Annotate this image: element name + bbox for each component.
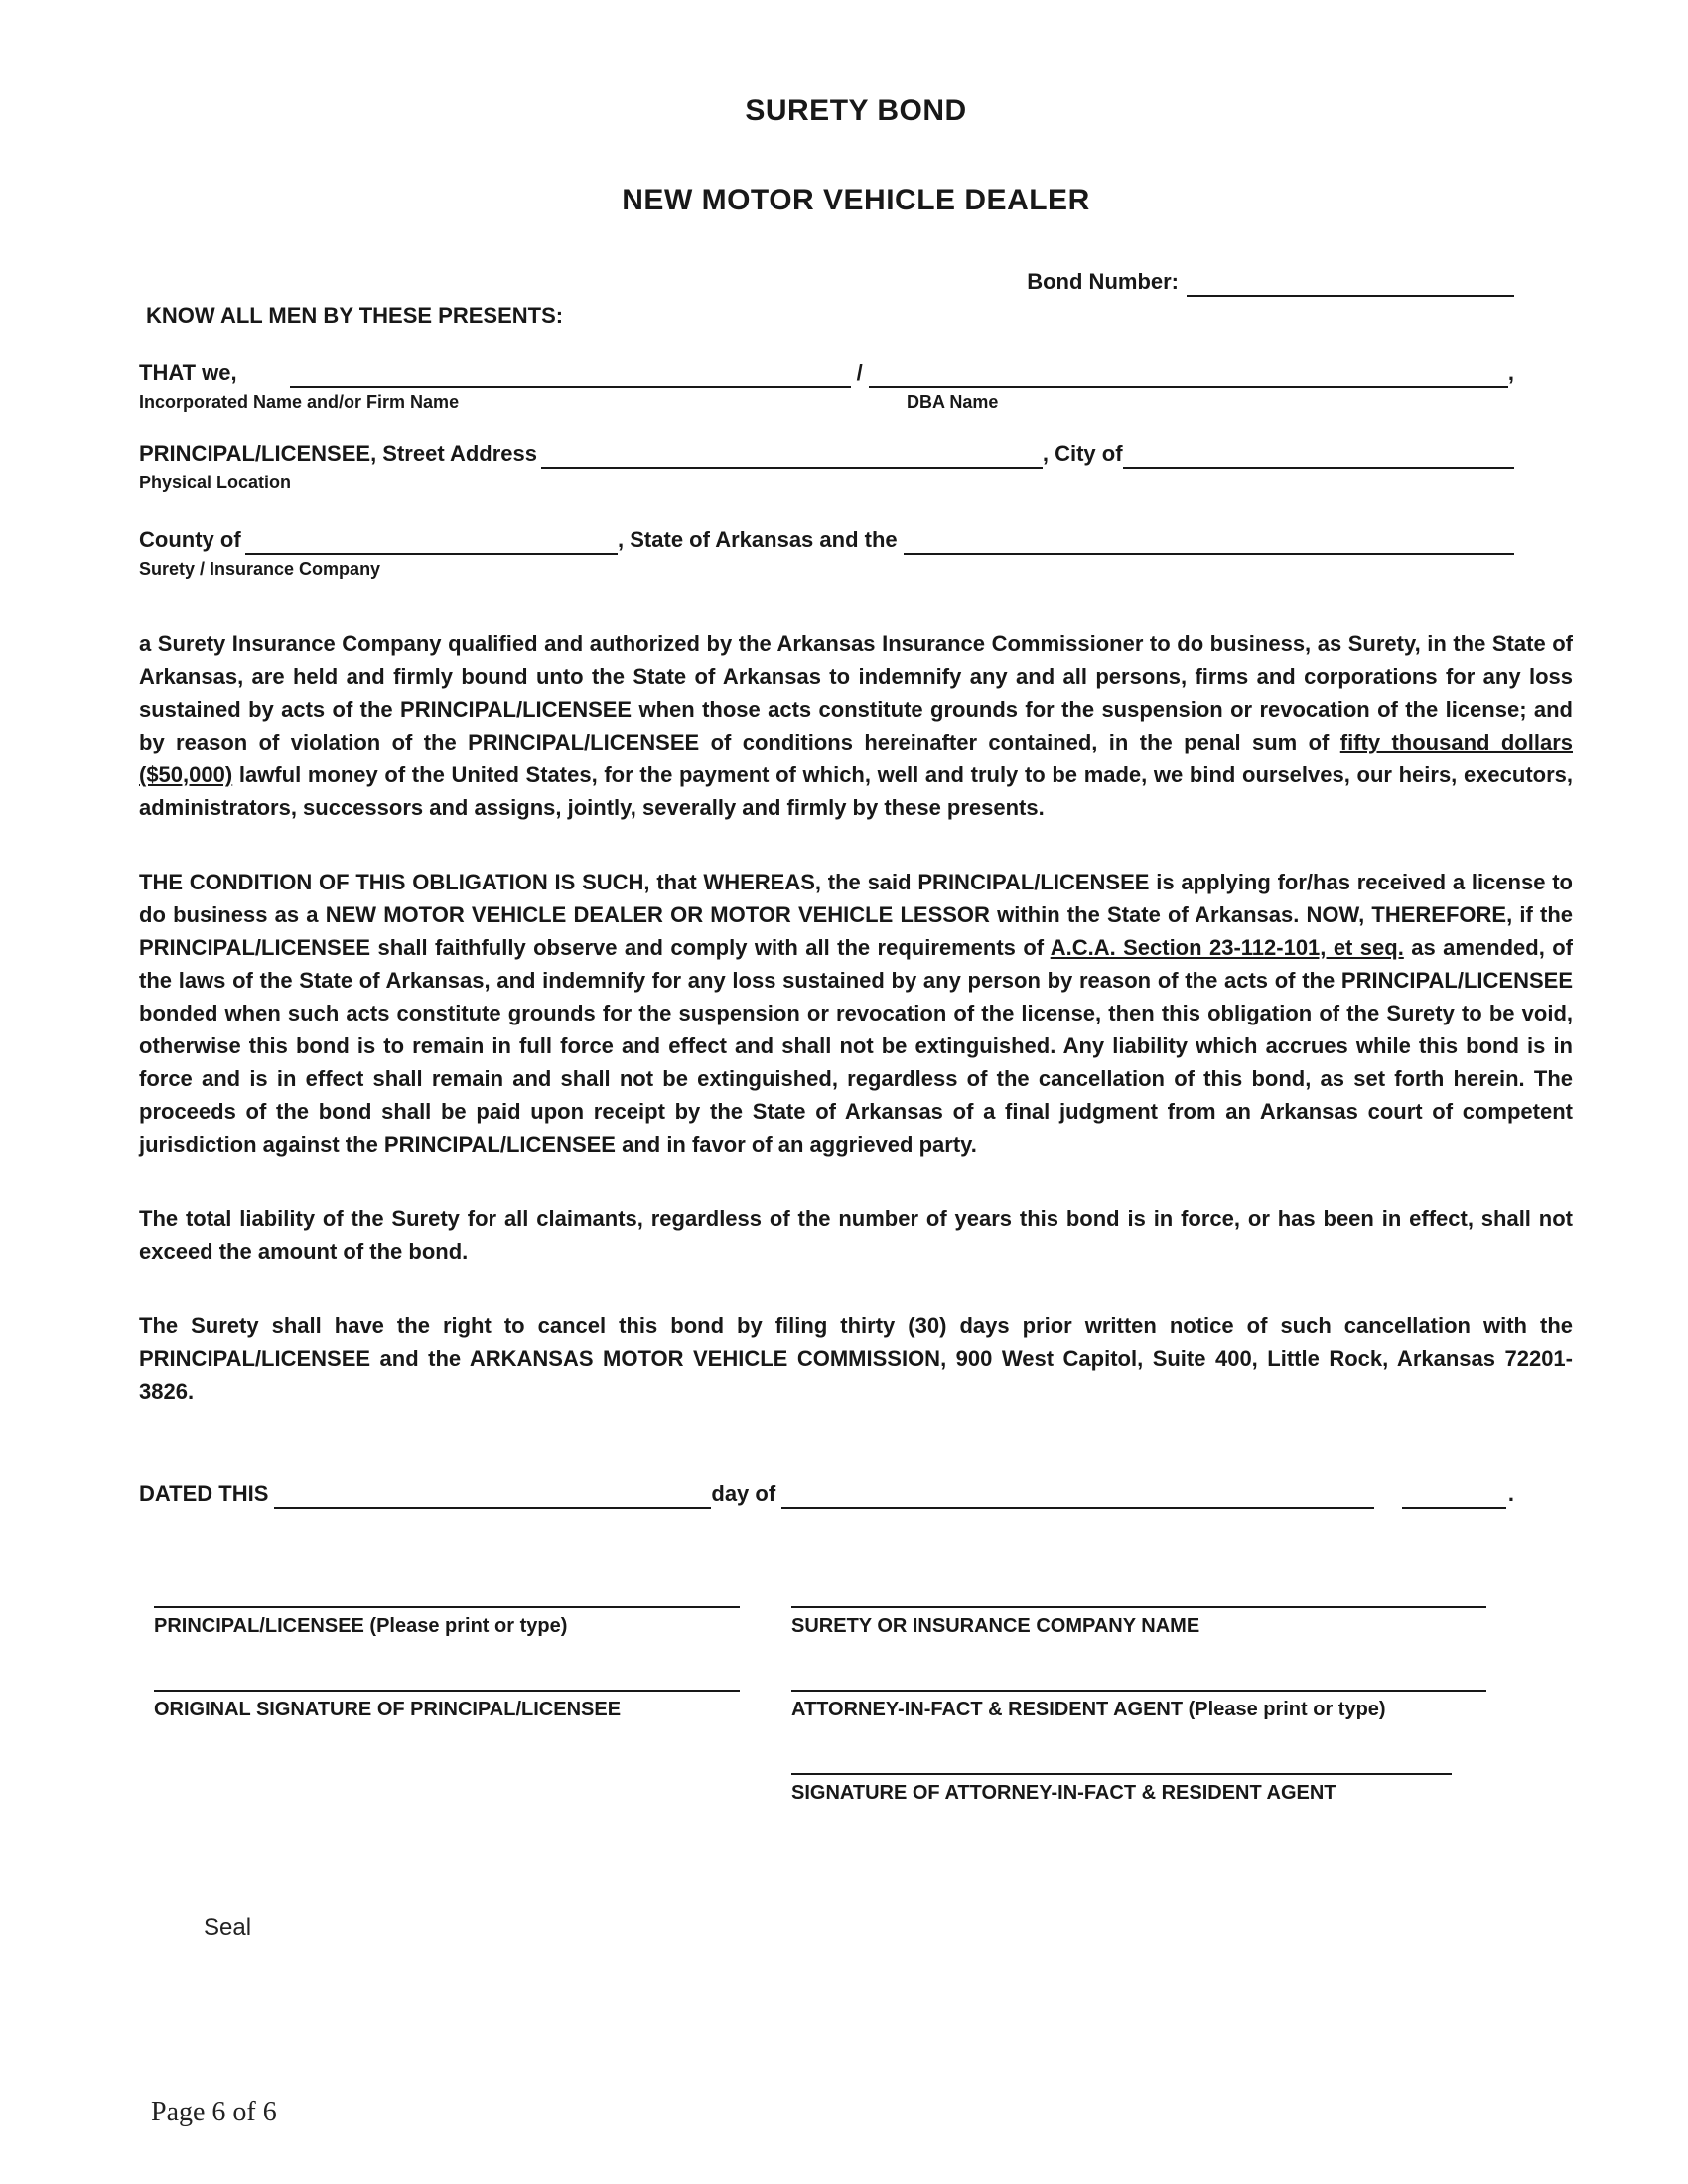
paragraph-condition-text-1: THE CONDITION OF THIS OBLIGATION IS SUCH, that WHEREAS, the said PRINCIPAL/LICENSEE is applying for/has received a license to do business as a NEW MOTOR VEHICLE DEALER OR MOTOR VEHICLE LESSOR within the State of Arkansas. NOW, THEREFORE, if the PRINCIPAL/LICENSEE shall faithfully observe and comply with all the requirements of: [139, 870, 1573, 960]
surety-caption-row: [139, 558, 1573, 580]
attorney-signature-block: [791, 1741, 1486, 1805]
surety-company-field[interactable]: [904, 527, 1514, 555]
page-subtitle: NEW MOTOR VEHICLE DEALER: [622, 184, 1090, 216]
seal-label: Seal: [204, 1914, 252, 1941]
paragraph-total-liability: The total liability of the Surety for all claimants, regardless of the number of years this bond is in force, or has been in effect, shall not exceed the amount of the bond.: [139, 1206, 1573, 1264]
street-address-row: [139, 439, 1514, 469]
paragraph-penal-sum-text-2: lawful money of the United States, for the payment of which, well and truly to be made, we bind ourselves, our heirs, executors, administrators, successors and assigns, jointly, severally and firmly by these presents.: [139, 762, 1573, 820]
physical-location-row: [139, 472, 1573, 493]
page-title: SURETY BOND: [745, 94, 967, 127]
dba-name-field[interactable]: [869, 360, 1508, 388]
county-row: [139, 525, 1514, 555]
principal-name-block: [154, 1574, 740, 1638]
paragraph-penal-sum-text-1: a Surety Insurance Company qualified and authorized by the Arkansas Insurance Commissioner to do business, as Surety, in the State of Arkansas, are held and firmly bound unto the State of Arkansas to indemnify any and all persons, firms and corporations for any loss sustained by acts of the PRINCIPAL/LICENSEE when those acts constitute grounds for the suspension or revocation of the license; and by reason of violation of the PRINCIPAL/LICENSEE of conditions hereinafter contained, in the penal sum of: [139, 631, 1573, 754]
physical-location-caption: Physical Location: [139, 473, 292, 492]
that-we-label: THAT we,: [139, 360, 237, 385]
attorney-name-line[interactable]: [791, 1658, 1486, 1692]
name-captions-row: [139, 391, 1573, 413]
surety-name-label: SURETY OR INSURANCE COMPANY NAME: [791, 1615, 1200, 1637]
paragraph-cancellation: The Surety shall have the right to cancel this bond by filing thirty (30) days prior written notice of such cancellation with the PRINCIPAL/LICENSEE and the ARKANSAS MOTOR VEHICLE COMMISSION, 900 West Capitol, Suite 400, Little Rock, Arkansas 72201-3826.: [139, 1313, 1573, 1404]
principal-signature-block: [154, 1658, 740, 1721]
city-label: , City of: [1042, 441, 1123, 466]
aca-section-underlined: A.C.A. Section 23-112-101, et seq.: [1050, 935, 1404, 960]
signature-area: [139, 1574, 1573, 1805]
dated-year-field[interactable]: [1402, 1481, 1506, 1509]
street-address-label: PRINCIPAL/LICENSEE, Street Address: [139, 441, 537, 466]
dated-row: [139, 1479, 1514, 1509]
slash-separator: /: [856, 360, 863, 385]
penal-sum-underlined-amount: fifty thousand dollars ($50,000): [139, 730, 1573, 787]
trailing-comma: ,: [1507, 360, 1514, 385]
surety-name-line[interactable]: [791, 1574, 1486, 1608]
day-of-label: day of: [711, 1481, 776, 1506]
principal-signature-line[interactable]: [154, 1658, 740, 1692]
paragraph-penal-sum: [139, 627, 1573, 824]
dated-period: .: [1507, 1481, 1514, 1506]
dated-month-field[interactable]: [781, 1481, 1374, 1509]
principal-name-label: PRINCIPAL/LICENSEE (Please print or type): [154, 1615, 568, 1637]
that-we-row: [139, 358, 1514, 388]
dated-day-field[interactable]: [274, 1481, 711, 1509]
bond-number-row: [139, 267, 1514, 297]
surety-company-caption: Surety / Insurance Company: [139, 559, 381, 579]
attorney-name-block: [791, 1658, 1486, 1721]
attorney-signature-label: SIGNATURE OF ATTORNEY-IN-FACT & RESIDENT AGENT: [791, 1782, 1336, 1804]
bond-number-label: Bond Number:: [1027, 269, 1179, 294]
principal-signature-column: [154, 1574, 740, 1805]
surety-signature-column: [791, 1574, 1486, 1805]
street-address-field[interactable]: [541, 441, 1043, 469]
dated-this-label: DATED THIS: [139, 1481, 269, 1506]
bond-number-field[interactable]: [1187, 269, 1514, 297]
county-label: County of: [139, 527, 241, 552]
page-number: Page 6 of 6: [151, 2097, 277, 2127]
city-field[interactable]: [1123, 441, 1514, 469]
paragraph-condition-text-2: as amended, of the laws of the State of Arkansas, and indemnify for any loss sustained by any person by reason of the acts of the PRINCIPAL/LICENSEE bonded when such acts constitute grounds for the suspension or revocation of the license, then this obligation of the Surety to be void, otherwise this bond is to remain in full force and effect and shall not be extinguished. Any liability which accrues while this bond is in force and is in effect shall remain and shall not be extinguished, regardless of the cancellation of this bond, as set forth herein. The proceeds of the bond shall be paid upon receipt by the State of Arkansas of a final judgment from an Arkansas court of competent jurisdiction against the PRINCIPAL/LICENSEE and in favor of an aggrieved party.: [139, 935, 1573, 1157]
state-label: , State of Arkansas and the: [618, 527, 898, 552]
surety-name-block: [791, 1574, 1486, 1638]
county-field[interactable]: [245, 527, 618, 555]
attorney-name-label: ATTORNEY-IN-FACT & RESIDENT AGENT (Please print or type): [791, 1699, 1386, 1720]
dba-name-caption: DBA Name: [907, 392, 999, 412]
attorney-signature-line[interactable]: [791, 1741, 1452, 1775]
principal-signature-label: ORIGINAL SIGNATURE OF PRINCIPAL/LICENSEE: [154, 1699, 622, 1720]
incorporated-name-field[interactable]: [290, 360, 851, 388]
know-all-heading: KNOW ALL MEN BY THESE PRESENTS:: [146, 303, 564, 328]
incorporated-name-caption: Incorporated Name and/or Firm Name: [139, 392, 460, 412]
principal-name-line[interactable]: [154, 1574, 740, 1608]
paragraph-condition-of-obligation: [139, 866, 1573, 1160]
